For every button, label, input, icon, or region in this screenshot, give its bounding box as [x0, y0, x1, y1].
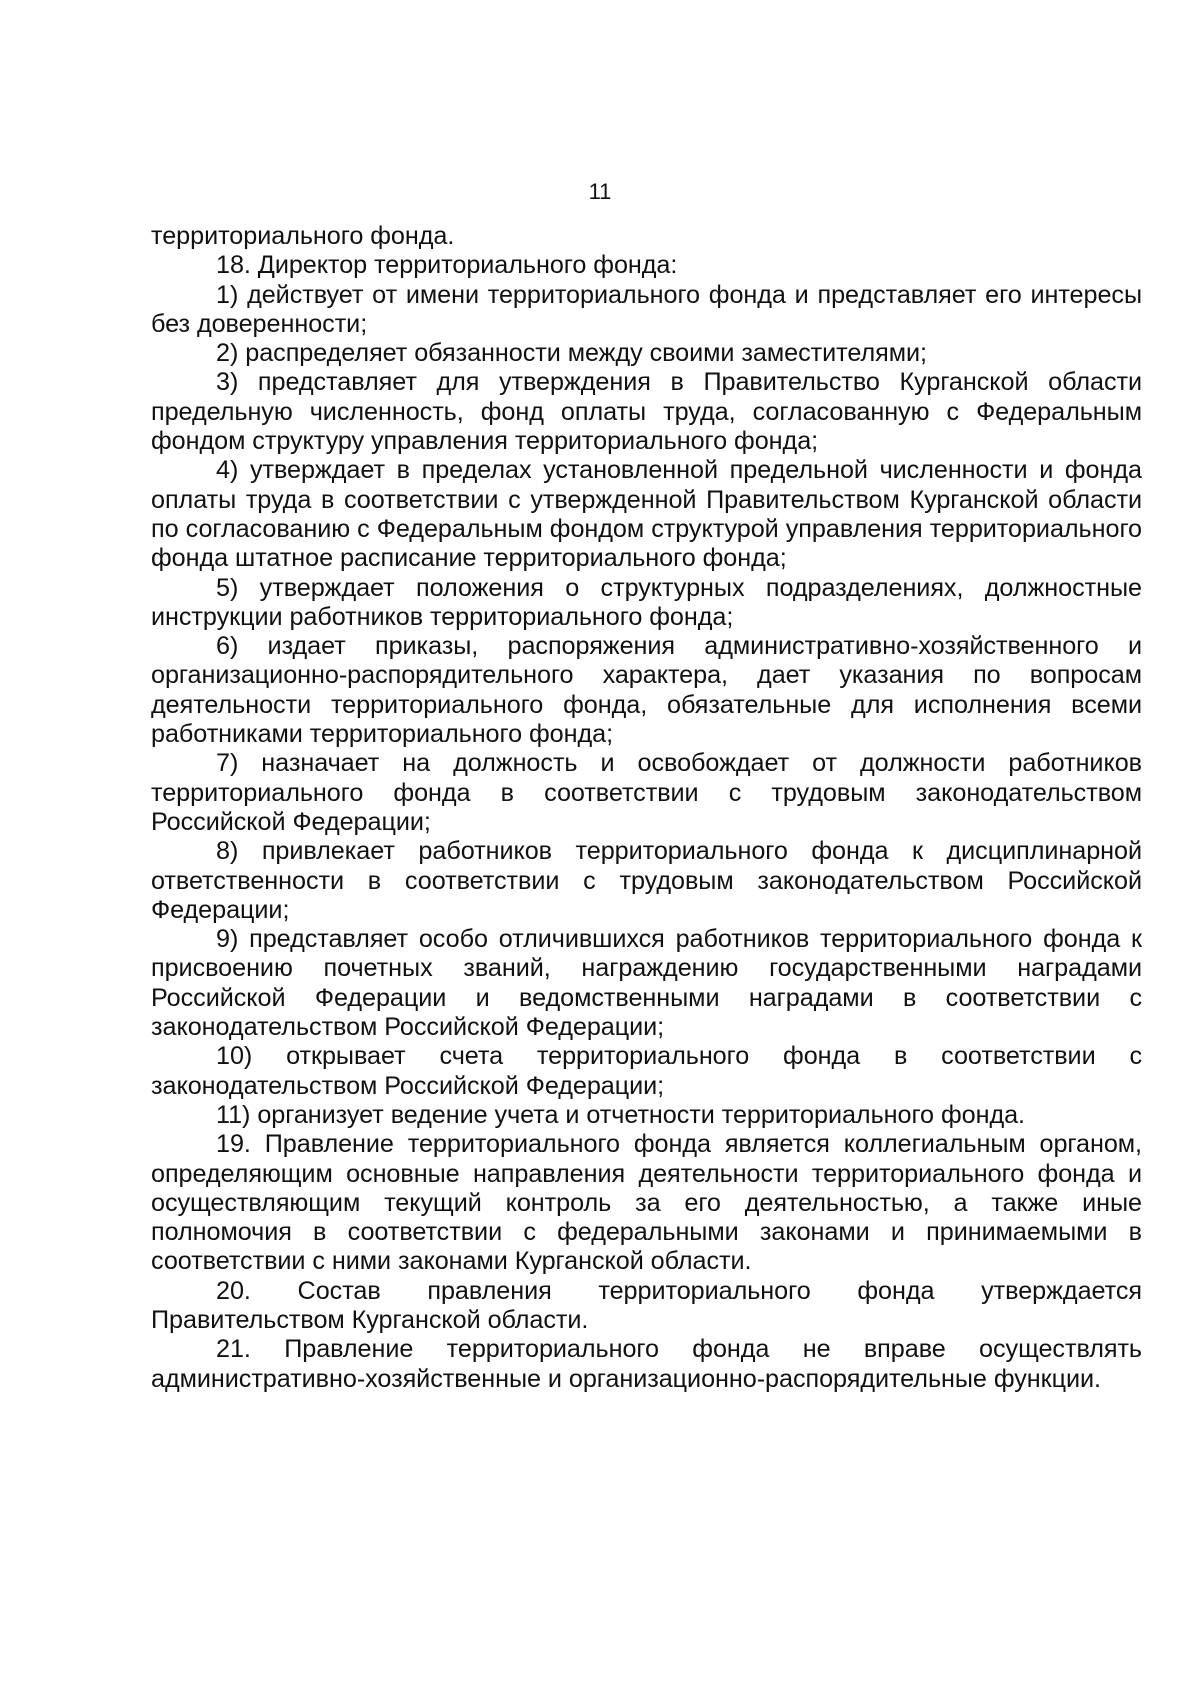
paragraph-subitem-6: 6) издает приказы, распоряжения административно-хозяйственного и организационно-распорядительного характера, дает указания по вопросам деятельности территориального фонда, обязательные для исполнения всеми работниками территориального фонда; — [151, 632, 1142, 749]
paragraph-subitem-9: 9) представляет особо отличившихся работников территориального фонда к присвоению почетных званий, награждению государственными наградами Российской Федерации и ведомственными наградами в соответствии с законодательством Российской Федерации; — [151, 925, 1142, 1042]
document-body — [151, 222, 1142, 1394]
paragraph-continuation: территориального фонда. — [151, 222, 455, 250]
paragraph-subitem-5: 5) утверждает положения о структурных подразделениях, должностные инструкции работников территориального фонда; — [151, 573, 1142, 631]
page-number: 11 — [588, 179, 612, 204]
paragraph-item-21: 21. Правление территориального фонда не вправе осуществлять административно-хозяйственные и организационно-распорядительные функции. — [151, 1335, 1142, 1393]
paragraph-item-18: 18. Директор территориального фонда: — [216, 251, 678, 280]
paragraph-subitem-2: 2) распределяет обязанности между своими заместителями; — [216, 339, 927, 368]
paragraph-item-20: 20. Состав правления территориального фонда утверждается Правительством Курганской области. — [151, 1276, 1142, 1334]
paragraph-subitem-10: 10) открывает счета территориального фонда в соответствии с законодательством Российской Федерации; — [151, 1042, 1142, 1100]
paragraph-subitem-4: 4) утверждает в пределах установленной предельной численности и фонда оплаты труда в соответствии с утвержденной Правительством Курганской области по согласованию с Федеральным фондом структурой управления территориального фонда штатное расписание территориального фонда; — [151, 456, 1142, 573]
paragraph-subitem-3: 3) представляет для утверждения в Правительство Курганской области предельную численность, фонд оплаты труда, согласованную с Федеральным фондом структуру управления территориального фонда; — [151, 368, 1142, 456]
paragraph-subitem-8: 8) привлекает работников территориального фонда к дисциплинарной ответственности в соответствии с трудовым законодательством Российской Федерации; — [151, 837, 1142, 924]
paragraph-subitem-11: 11) организует ведение учета и отчетности территориального фонда. — [216, 1100, 1026, 1129]
paragraph-item-19: 19. Правление территориального фонда является коллегиальным органом, определяющим основные направления деятельности территориального фонда и осуществляющим текущий контроль за его деятельностью, а также иные полномочия в соответствии с федеральными законами и принимаемыми в соответствии с ними законами Курганской области. — [151, 1130, 1142, 1276]
paragraph-subitem-1: 1) действует от имени территориального фонда и представляет его интересы без доверенности; — [151, 280, 1142, 338]
paragraph-subitem-7: 7) назначает на должность и освобождает от должности работников территориального фонда в соответствии с трудовым законодательством Российской Федерации; — [151, 749, 1142, 836]
